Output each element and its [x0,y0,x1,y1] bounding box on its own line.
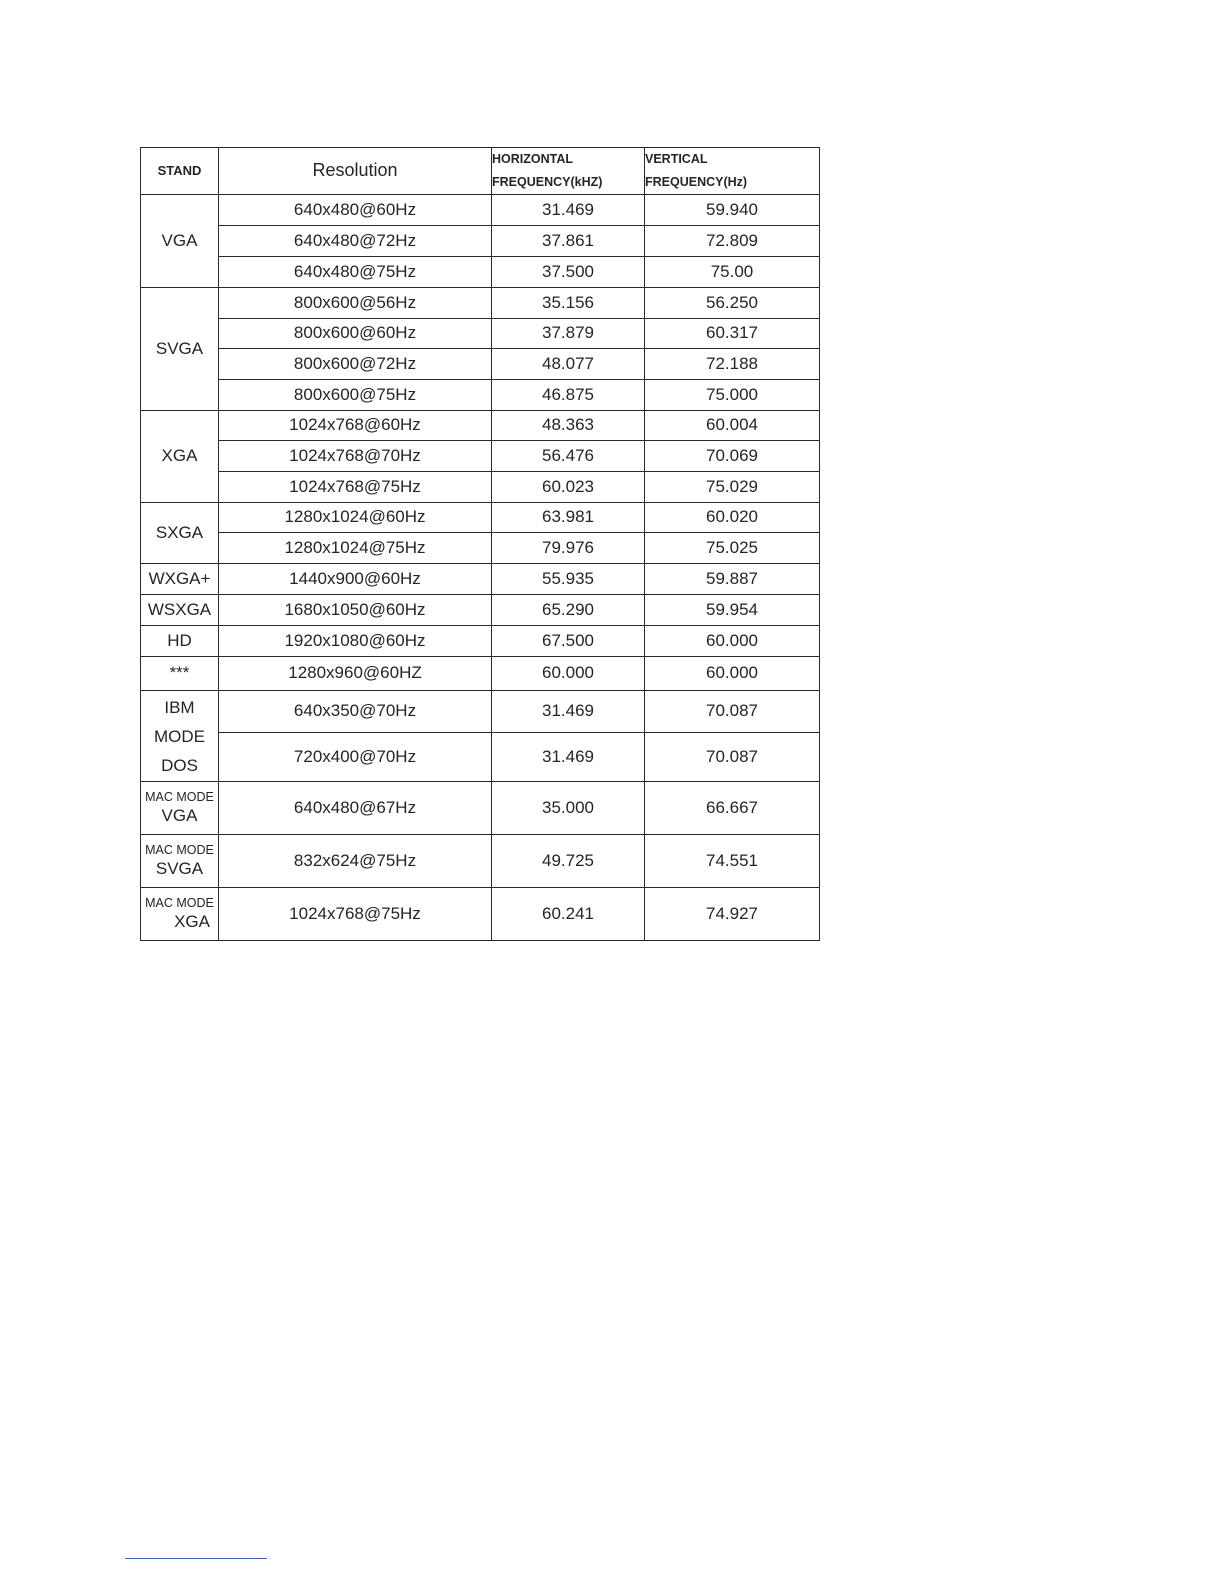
vertical-cell: 60.000 [645,657,820,691]
resolution-cell: 832x624@75Hz [219,835,492,888]
stand-ibm-line1: IBM [164,697,195,717]
table-row [141,226,820,257]
table-row [141,288,820,319]
resolution-cell: 720x400@70Hz [219,733,492,782]
stand-mac-xga [141,888,219,941]
vertical-cell: 60.317 [645,319,820,349]
stand-mac-vga [141,782,219,835]
horizontal-cell: 37.500 [492,257,645,288]
resolution-cell: 1280x1024@75Hz [219,533,492,564]
table-row [141,441,820,472]
horizontal-cell: 60.000 [492,657,645,691]
table-row [141,733,820,782]
table-row [141,195,820,226]
horizontal-cell: 46.875 [492,380,645,411]
resolution-cell: 1024x768@75Hz [219,888,492,941]
resolution-cell: 800x600@72Hz [219,349,492,380]
resolution-cell: 1024x768@75Hz [219,472,492,503]
horizontal-cell: 31.469 [492,195,645,226]
header-row [141,148,820,195]
resolution-cell: 1440x900@60Hz [219,564,492,595]
stand-hd: HD [141,626,219,657]
resolution-cell: 800x600@75Hz [219,380,492,411]
vertical-cell: 60.004 [645,411,820,441]
vertical-cell: 59.887 [645,564,820,595]
horizontal-cell: 49.725 [492,835,645,888]
horizontal-cell: 31.469 [492,733,645,782]
stand-mac-vga-bottom: VGA [161,805,198,825]
horizontal-cell: 35.156 [492,288,645,319]
horizontal-cell: 65.290 [492,595,645,626]
table-row [141,319,820,349]
vertical-cell: 72.188 [645,349,820,380]
header-vertical-frequency [645,148,820,195]
resolution-cell: 1680x1050@60Hz [219,595,492,626]
table-row [141,657,820,691]
resolution-cell: 1024x768@60Hz [219,411,492,441]
vertical-cell: 75.000 [645,380,820,411]
vertical-cell: 59.954 [645,595,820,626]
horizontal-cell: 48.077 [492,349,645,380]
vertical-cell: 60.020 [645,503,820,533]
horizontal-cell: 37.861 [492,226,645,257]
table-row [141,595,820,626]
horizontal-cell: 79.976 [492,533,645,564]
table-row [141,503,820,533]
table-row [141,472,820,503]
stand-vga: VGA [141,195,219,288]
table-row [141,380,820,411]
resolution-cell: 640x480@60Hz [219,195,492,226]
vertical-cell: 75.025 [645,533,820,564]
stand-ibm-mode-dos [141,691,219,782]
header-vertical-line1: VERTICAL [645,152,708,166]
vertical-cell: 74.927 [645,888,820,941]
stand-mac-xga-top: MAC MODE [145,895,214,910]
table-row [141,349,820,380]
vertical-cell: 59.940 [645,195,820,226]
resolution-cell: 1024x768@70Hz [219,441,492,472]
horizontal-cell: 60.241 [492,888,645,941]
horizontal-cell: 67.500 [492,626,645,657]
horizontal-cell: 63.981 [492,503,645,533]
table-row [141,626,820,657]
table-row [141,782,820,835]
header-resolution: Resolution [219,148,492,195]
stand-wsxga: WSXGA [141,595,219,626]
horizontal-cell: 55.935 [492,564,645,595]
vertical-cell: 70.087 [645,733,820,782]
header-vertical-line2: FREQUENCY(Hz) [645,175,748,189]
vertical-cell: 56.250 [645,288,820,319]
resolution-cell: 640x480@67Hz [219,782,492,835]
resolution-cell: 1280x960@60HZ [219,657,492,691]
stand-mac-vga-top: MAC MODE [145,789,214,804]
horizontal-cell: 60.023 [492,472,645,503]
vertical-cell: 75.00 [645,257,820,288]
horizontal-cell: 48.363 [492,411,645,441]
table-row [141,411,820,441]
timing-table [140,147,820,941]
vertical-cell: 72.809 [645,226,820,257]
vertical-cell: 60.000 [645,626,820,657]
vertical-cell: 74.551 [645,835,820,888]
vertical-cell: 75.029 [645,472,820,503]
stand-mac-svga-top: MAC MODE [145,842,214,857]
stand-mac-svga-bottom: SVGA [155,858,204,878]
horizontal-cell: 35.000 [492,782,645,835]
stand-wxga-plus: WXGA+ [141,564,219,595]
stand-ibm-line2: MODE [154,726,205,746]
stand-ibm-line3: DOS [161,755,198,775]
stand-stars: *** [141,657,219,691]
header-horizontal-line1: HORIZONTAL [492,152,574,166]
resolution-cell: 800x600@56Hz [219,288,492,319]
table-row [141,564,820,595]
table-row [141,835,820,888]
resolution-cell: 1280x1024@60Hz [219,503,492,533]
resolution-cell: 1920x1080@60Hz [219,626,492,657]
resolution-cell: 640x350@70Hz [219,691,492,733]
resolution-cell: 800x600@60Hz [219,319,492,349]
horizontal-cell: 31.469 [492,691,645,733]
vertical-cell: 70.069 [645,441,820,472]
stand-sxga: SXGA [141,503,219,564]
horizontal-cell: 37.879 [492,319,645,349]
stand-xga: XGA [141,411,219,503]
stand-mac-xga-bottom: XGA [174,911,210,931]
footnote-separator [125,1558,267,1559]
stand-mac-svga [141,835,219,888]
resolution-cell: 640x480@75Hz [219,257,492,288]
table-row [141,257,820,288]
header-horizontal-line2: FREQUENCY(kHZ) [492,175,603,189]
header-horizontal-frequency [492,148,645,195]
vertical-cell: 66.667 [645,782,820,835]
table-row [141,691,820,733]
resolution-cell: 640x480@72Hz [219,226,492,257]
table-row [141,888,820,941]
horizontal-cell: 56.476 [492,441,645,472]
vertical-cell: 70.087 [645,691,820,733]
header-stand: STAND [141,148,219,195]
table-row [141,533,820,564]
stand-svga: SVGA [141,288,219,411]
